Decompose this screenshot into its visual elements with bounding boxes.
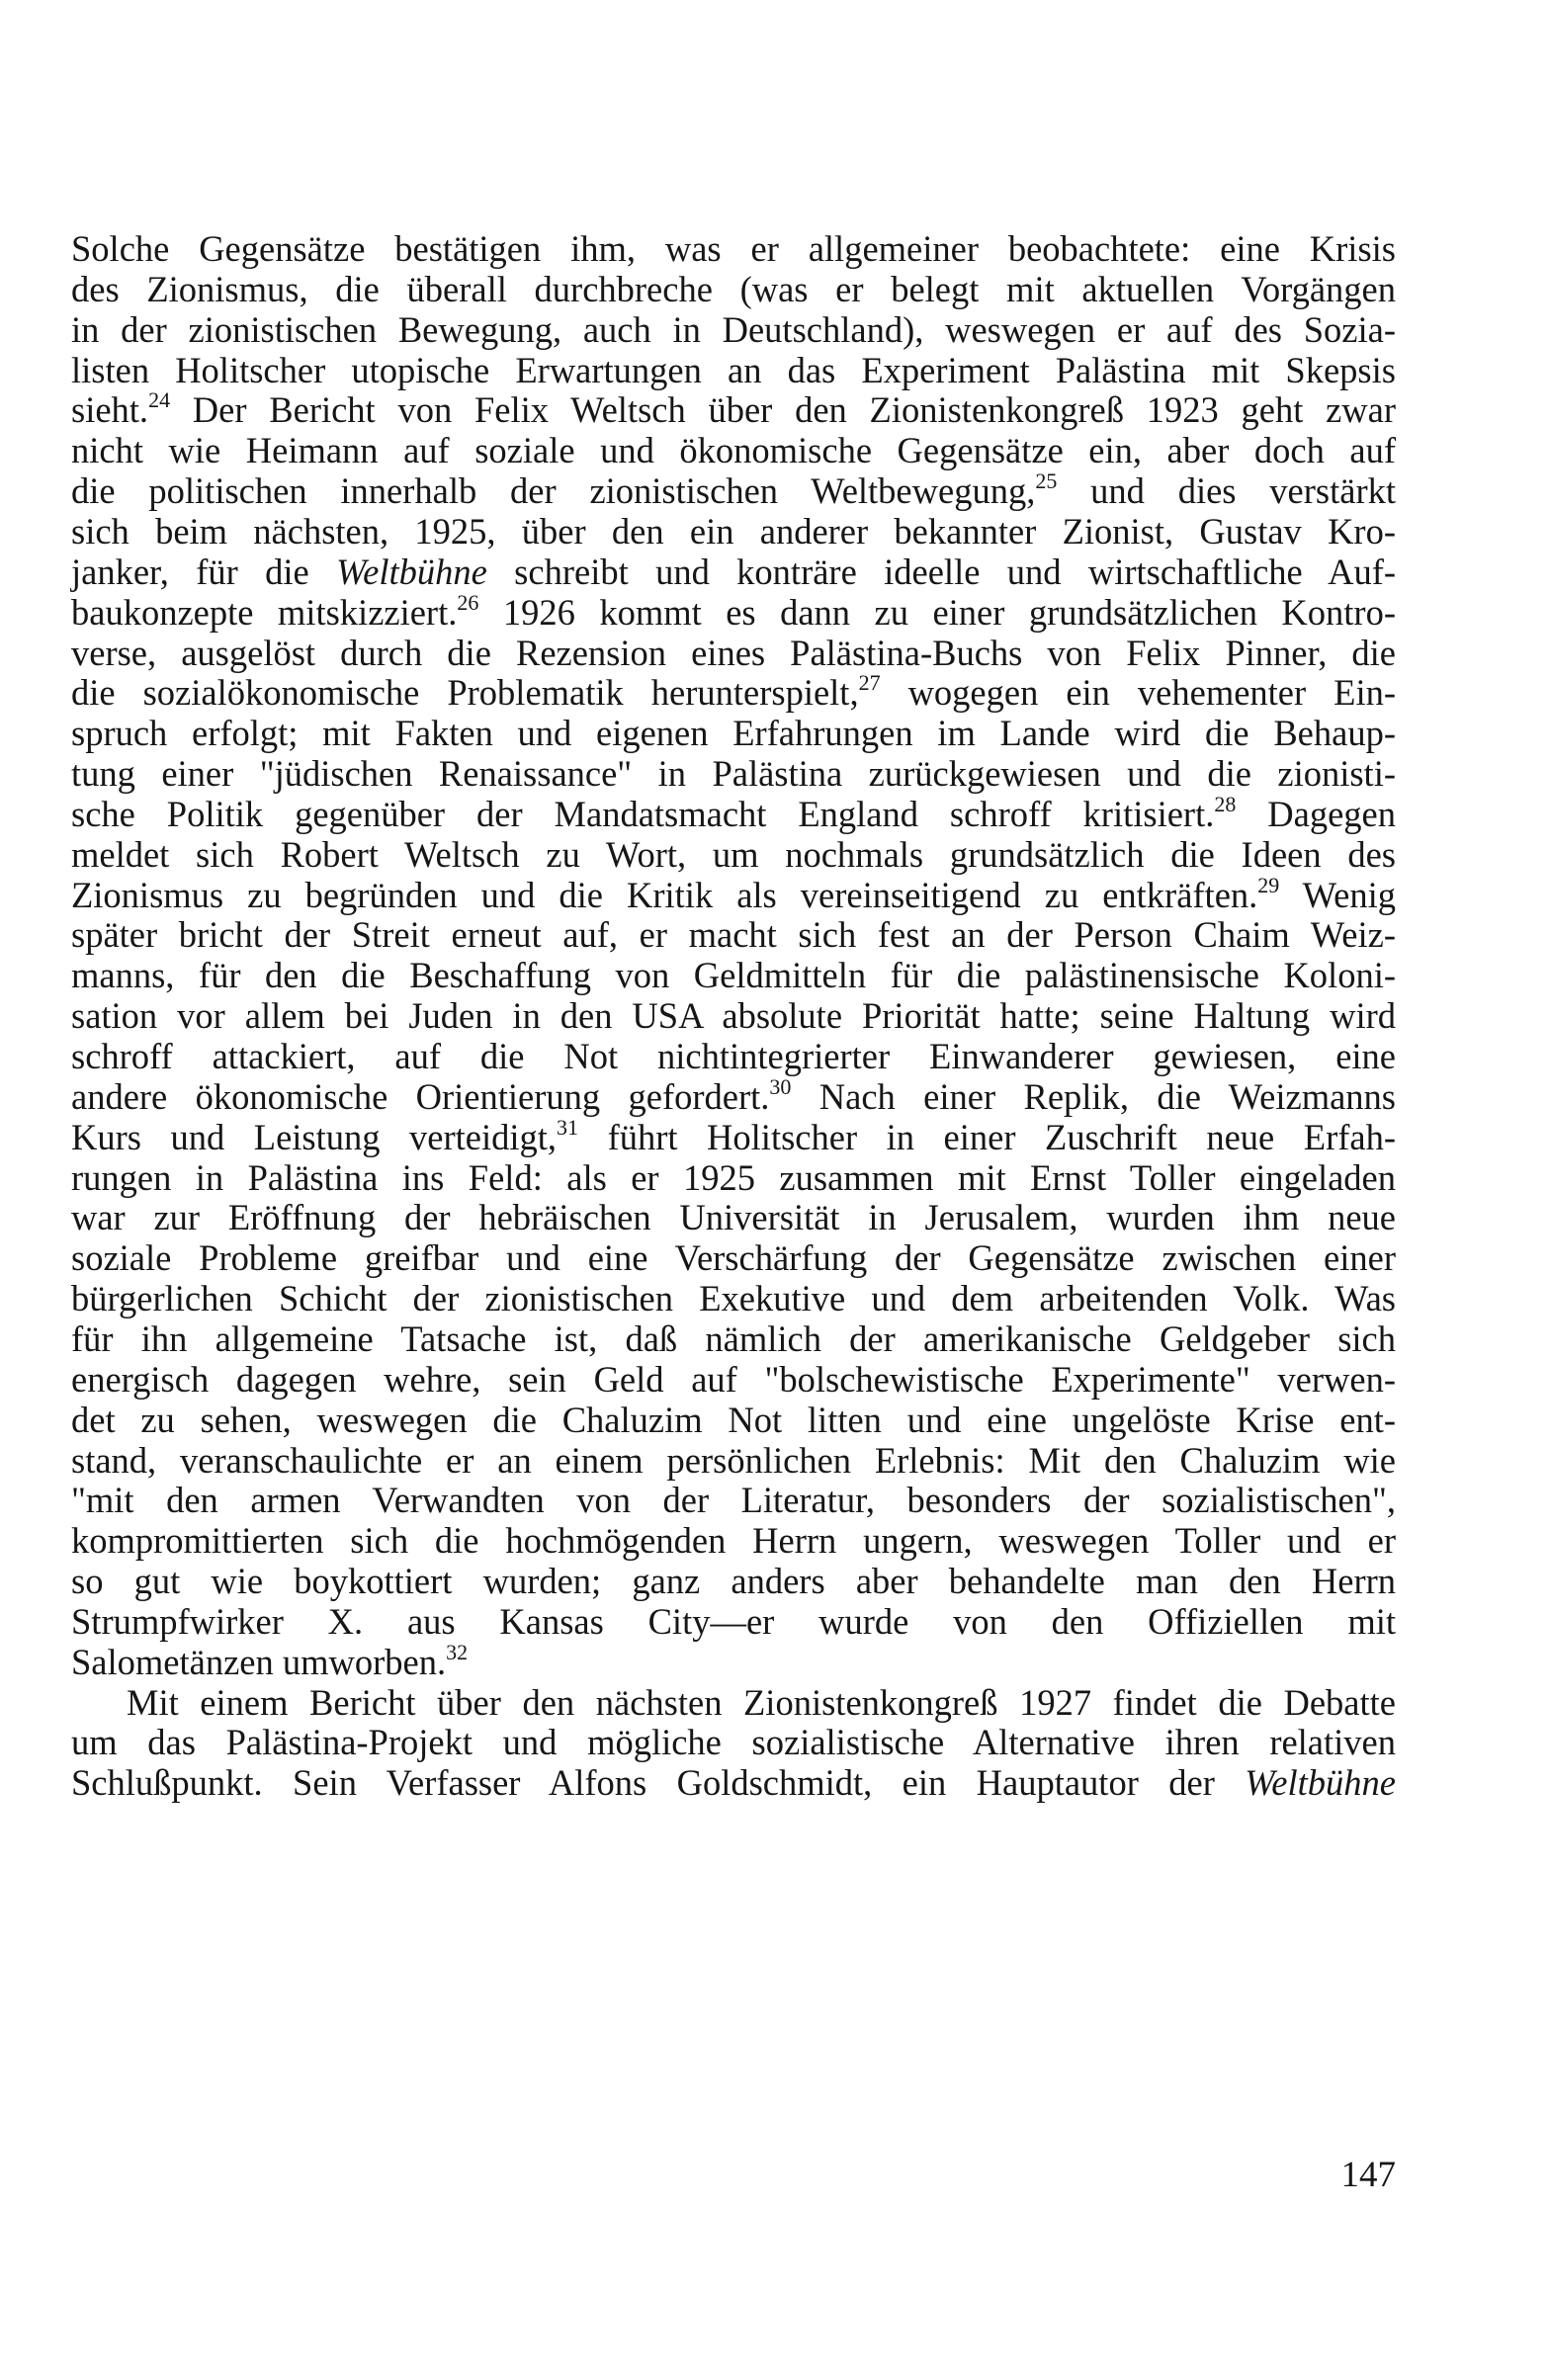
text-run: wogegen ein vehementer Ein- (880, 672, 1396, 714)
text-run: für ihn allgemeine Tatsache ist, daß nämlich der amerikanische Geldgeber sich (71, 1318, 1396, 1359)
text-run: spruch erfolgt; mit Fakten und eigenen Erfahrungen im Lande wird die Behaup- (71, 713, 1396, 754)
italic-title: Weltbühne (336, 551, 487, 592)
text-run: Dagegen (1236, 793, 1396, 834)
text-run: Salometänzen umworben. (71, 1641, 447, 1682)
text-run: Zionismus zu begründen und die Kritik als vereinseitigend zu entkräften. (71, 874, 1258, 915)
text-run: baukonzepte mitskizziert. (71, 591, 458, 633)
text-run: janker, für die (71, 551, 337, 592)
text-run: schreibt und konträre ideelle und wirtschaftliche Auf- (486, 551, 1397, 592)
footnote-ref: 24 (148, 387, 171, 413)
text-run: listen Holitscher utopische Erwartungen an das Experiment Palästina mit Skepsis (71, 349, 1396, 390)
text-run: "mit den armen Verwandten von der Literatur, besonders der sozialistischen", (71, 1480, 1396, 1521)
footnote-ref: 32 (446, 1639, 469, 1664)
text-run: die sozialökonomische Problematik herunterspielt, (71, 672, 859, 714)
page-number: 147 (1340, 2155, 1396, 2195)
text-line (71, 1756, 1396, 1809)
text-run: sieht. (71, 389, 149, 431)
text-run: 1926 kommt es dann zu einer grundsätzlichen Kontro- (478, 591, 1396, 633)
italic-title: Weltbühne (1245, 1762, 1396, 1804)
text-run: sation vor allem bei Juden in den USA absolute Priorität hatte; seine Haltung wird (71, 995, 1396, 1037)
footnote-ref: 26 (457, 589, 479, 615)
text-run: kompromittierten sich die hochmögenden Herrn ungern, weswegen Toller und er (71, 1520, 1396, 1562)
text-run: verse, ausgelöst durch die Rezension eines Palästina-Buchs von Felix Pinner, die (71, 632, 1396, 673)
text-run: Nach einer Replik, die Weizmanns (791, 1075, 1396, 1117)
text-run: energisch dagegen wehre, sein Geld auf "bolschewistische Experimente" verwen- (71, 1358, 1396, 1400)
text-run: manns, für den die Beschaffung von Geldmitteln für die palästinensische Koloni- (71, 955, 1396, 996)
text-run: andere ökonomische Orientierung gefordert. (71, 1075, 770, 1117)
text-run: Mit einem Bericht über den nächsten Zionistenkongreß 1927 findet die Debatte (127, 1681, 1396, 1723)
text-run: des Zionismus, die überall durchbreche (was er belegt mit aktuellen Vorgängen (71, 268, 1396, 309)
text-run: bürgerlichen Schicht der zionistischen Exekutive und dem arbeitenden Volk. Was (71, 1278, 1396, 1319)
text-run: Kurs und Leistung verteidigt, (71, 1116, 558, 1157)
text-run: führt Holitscher in einer Zuschrift neue Erfah- (578, 1116, 1396, 1157)
text-run: in der zionistischen Bewegung, auch in Deutschland), weswegen er auf des Sozia- (71, 308, 1396, 350)
text-run: schroff attackiert, auf die Not nichtintegrierter Einwanderer gewiesen, eine (71, 1036, 1396, 1076)
text-run: war zur Eröffnung der hebräischen Universität in Jerusalem, wurden ihm neue (71, 1197, 1396, 1238)
footnote-ref: 27 (858, 670, 881, 696)
text-run: die politischen innerhalb der zionistischen Weltbewegung, (71, 470, 1036, 512)
text-run: nicht wie Heimann auf soziale und ökonomische Gegensätze ein, aber doch auf (71, 430, 1396, 471)
text-run: so gut wie boykottiert wurden; ganz anders aber behandelte man den Herrn (71, 1561, 1396, 1602)
text-run: Wenig (1279, 874, 1396, 915)
footnote-ref: 30 (769, 1073, 792, 1099)
footnote-ref: 28 (1214, 791, 1237, 816)
footnote-ref: 31 (557, 1114, 579, 1140)
text-run: sche Politik gegenüber der Mandatsmacht England schroff kritisiert. (71, 793, 1215, 834)
text-run: später bricht der Streit erneut auf, er macht sich fest an der Person Chaim Weiz- (71, 914, 1396, 956)
text-run: stand, veranschaulichte er an einem persönlichen Erlebnis: Mit den Chaluzim wie (71, 1439, 1396, 1481)
text-run: soziale Probleme greifbar und eine Verschärfung der Gegensätze zwischen einer (71, 1237, 1396, 1279)
text-run: und dies verstärkt (1057, 470, 1397, 512)
text-run: rungen in Palästina ins Feld: als er 1925 zusammen mit Ernst Toller eingeladen (71, 1156, 1396, 1198)
text-run: sich beim nächsten, 1925, über den ein anderer bekannter Zionist, Gustav Kro- (71, 510, 1396, 552)
text-run: meldet sich Robert Weltsch zu Wort, um nochmals grundsätzlich die Ideen des (71, 833, 1396, 875)
text-run: Solche Gegensätze bestätigen ihm, was er allgemeiner beobachtete: eine Krisis (71, 228, 1396, 269)
text-run: det zu sehen, weswegen die Chaluzim Not litten und eine ungelöste Krise ent- (71, 1399, 1396, 1440)
footnote-ref: 29 (1257, 872, 1280, 897)
text-run: Schlußpunkt. Sein Verfasser Alfons Goldschmidt, ein Hauptautor der (71, 1762, 1246, 1804)
text-run: um das Palästina-Projekt und mögliche sozialistische Alternative ihren relativen (71, 1722, 1396, 1763)
text-run: Der Bericht von Felix Weltsch über den Zionistenkongreß 1923 geht zwar (170, 389, 1396, 431)
footnote-ref: 25 (1035, 468, 1058, 494)
text-run: Strumpfwirker X. aus Kansas City—er wurde von den Offiziellen mit (71, 1600, 1396, 1642)
text-run: tung einer "jüdischen Renaissance" in Palästina zurückgewiesen und die zionisti- (71, 753, 1396, 795)
